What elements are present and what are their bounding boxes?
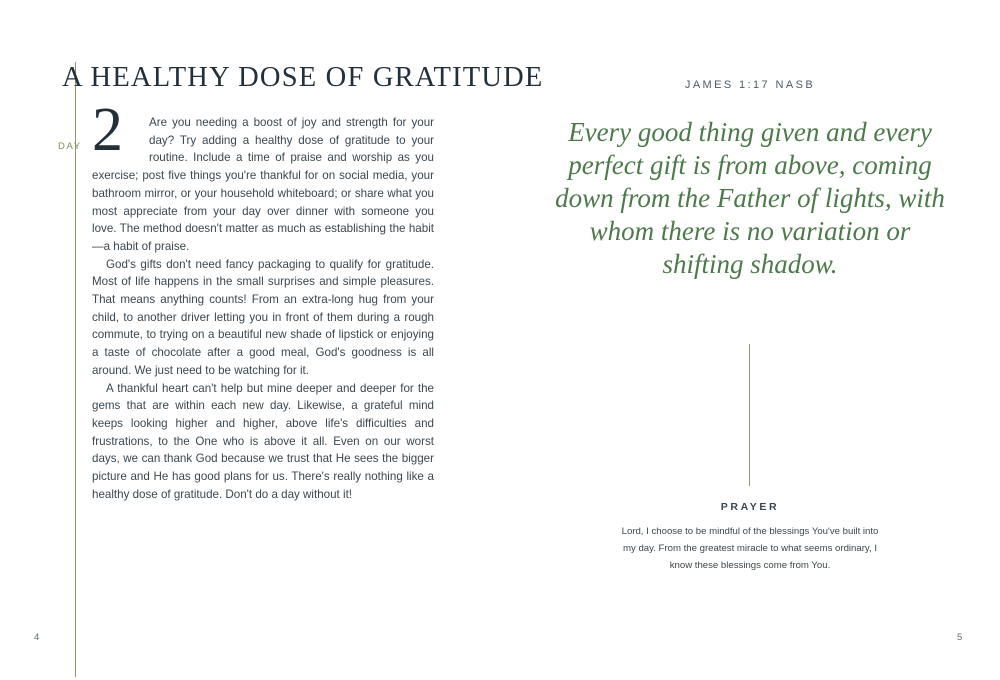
- body-paragraph: A thankful heart can't help but mine deeper and deeper for the gems that are within each new day. Likewise, a grateful mind keeps looking higher and higher, above life's difficulties and frustrations, to the One who is above it all. Even on our worst days, we can thank God because we trust that He sees the bigger picture and He has good plans for us. There's really nothing like a healthy dose of gratitude. Don't do a day without it!: [92, 381, 434, 501]
- chapter-title: A HEALTHY DOSE OF GRATITUDE: [62, 62, 544, 93]
- prayer-text: Lord, I choose to be mindful of the blessings You've built into my day. From the greatest miracle to what seems ordinary, I know these blessings come from You.: [621, 526, 879, 571]
- section-divider: [749, 344, 750, 486]
- drop-cap-spacer: [92, 114, 149, 167]
- scripture-reference: JAMES 1:17 NASB: [684, 79, 816, 91]
- day-label: DAY: [58, 141, 82, 152]
- body-paragraph: God's gifts don't need fancy packaging to qualify for gratitude. Most of life happens in the small surprises and simple pleasures. That means anything counts! From an extra-long hug from your child, to another driver letting you in front of them during a rough commute, to trying on a beautiful new shade of lipstick or enjoying a taste of chocolate after a good meal, God's goodness is all around. We just need to be watching for it.: [92, 257, 434, 377]
- vertical-rule: [75, 62, 76, 677]
- scripture-verse: Every good thing given and every perfect gift is from above, coming down from the Father of lights, with whom there is no variation or shifting shadow.: [555, 117, 945, 279]
- devotional-body: [92, 114, 434, 503]
- body-paragraph: Are you needing a boost of joy and strength for your day? Try adding a healthy dose of gratitude to your routine. Include a time of praise and worship as you exercise; post five things you're thankful for on social media, your bathroom mirror, or your household whiteboard; or share what you most appreciate from your day over dinner with someone you love. The method doesn't matter as much as establishing the habit—a habit of praise.: [92, 116, 434, 253]
- right-page: [500, 0, 1000, 680]
- page-number-left: 4: [34, 632, 40, 643]
- prayer-heading: PRAYER: [720, 501, 780, 513]
- day-number: 2: [92, 96, 123, 164]
- page-number-right: 5: [957, 632, 963, 643]
